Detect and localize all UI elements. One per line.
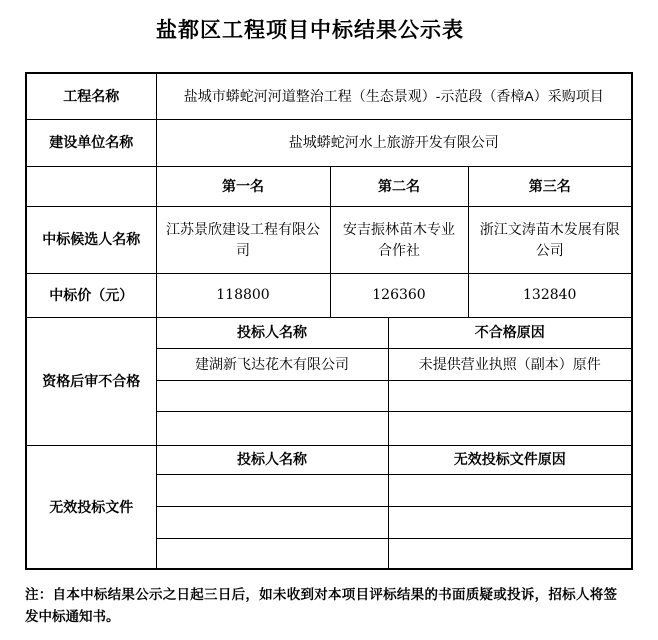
table-row: [26, 73, 632, 119]
candidates-label-cell: 中标候选人名称: [26, 206, 156, 273]
project-name-cell: 盐城市蟒蛇河河道整治工程（生态景观）-示范段（香樟A）采购项目: [156, 73, 632, 119]
invalid-bidder-cell: [156, 474, 388, 506]
invalid-bidder-header-cell: 投标人名称: [156, 445, 388, 474]
candidate-name-cell: 安吉振林苗木专业合作社: [330, 206, 468, 273]
rank-header-third-cell: 第三名: [468, 166, 632, 206]
invalid-reason-cell: [388, 506, 632, 538]
qualification-reason-cell: [388, 411, 632, 445]
bid-price-label-cell: 中标价（元）: [26, 273, 156, 317]
qualification-reason-header-cell: 不合格原因: [388, 317, 632, 348]
owner-label-cell: 建设单位名称: [26, 119, 156, 166]
bid-price-cell: 132840: [468, 273, 632, 317]
invalid-section-label-cell: 无效投标文件: [26, 445, 156, 569]
qualification-reason-cell: 未提供营业执照（副本）原件: [388, 348, 632, 380]
qualification-bidder-header-cell: 投标人名称: [156, 317, 388, 348]
qualification-bidder-cell: [156, 380, 388, 411]
qualification-bidder-cell: [156, 411, 388, 445]
candidate-name-cell: 浙江文涛苗木发展有限公司: [468, 206, 632, 273]
table-row: [26, 317, 632, 348]
rank-header-second-cell: 第二名: [330, 166, 468, 206]
rank-header-first-cell: 第一名: [156, 166, 330, 206]
candidate-name-cell: 江苏景欣建设工程有限公司: [156, 206, 330, 273]
invalid-reason-cell: [388, 538, 632, 569]
page-title: 盐都区工程项目中标结果公示表: [156, 19, 464, 42]
table-row: [26, 119, 632, 166]
bid-price-cell: 118800: [156, 273, 330, 317]
bid-results-table: [25, 72, 633, 570]
invalid-reason-cell: [388, 474, 632, 506]
invalid-bidder-cell: [156, 506, 388, 538]
bid-price-cell: 126360: [330, 273, 468, 317]
qualification-reason-cell: [388, 380, 632, 411]
empty-label-cell: [26, 166, 156, 206]
footer-note: 注：自本中标结果公示之日起三日后，如未收到对本项目评标结果的书面质疑或投诉，招标人将签发中标通知书。: [25, 587, 617, 624]
invalid-reason-header-cell: 无效投标文件原因: [388, 445, 632, 474]
owner-name-cell: 盐城蟒蛇河水上旅游开发有限公司: [156, 119, 632, 166]
table-row: [26, 166, 632, 206]
qualification-section-label-cell: 资格后审不合格: [26, 317, 156, 445]
project-name-label-cell: 工程名称: [26, 73, 156, 119]
table-row: [26, 206, 632, 273]
qualification-bidder-cell: 建湖新飞达花木有限公司: [156, 348, 388, 380]
table-row: [26, 445, 632, 474]
table-row: [26, 273, 632, 317]
invalid-bidder-cell: [156, 538, 388, 569]
